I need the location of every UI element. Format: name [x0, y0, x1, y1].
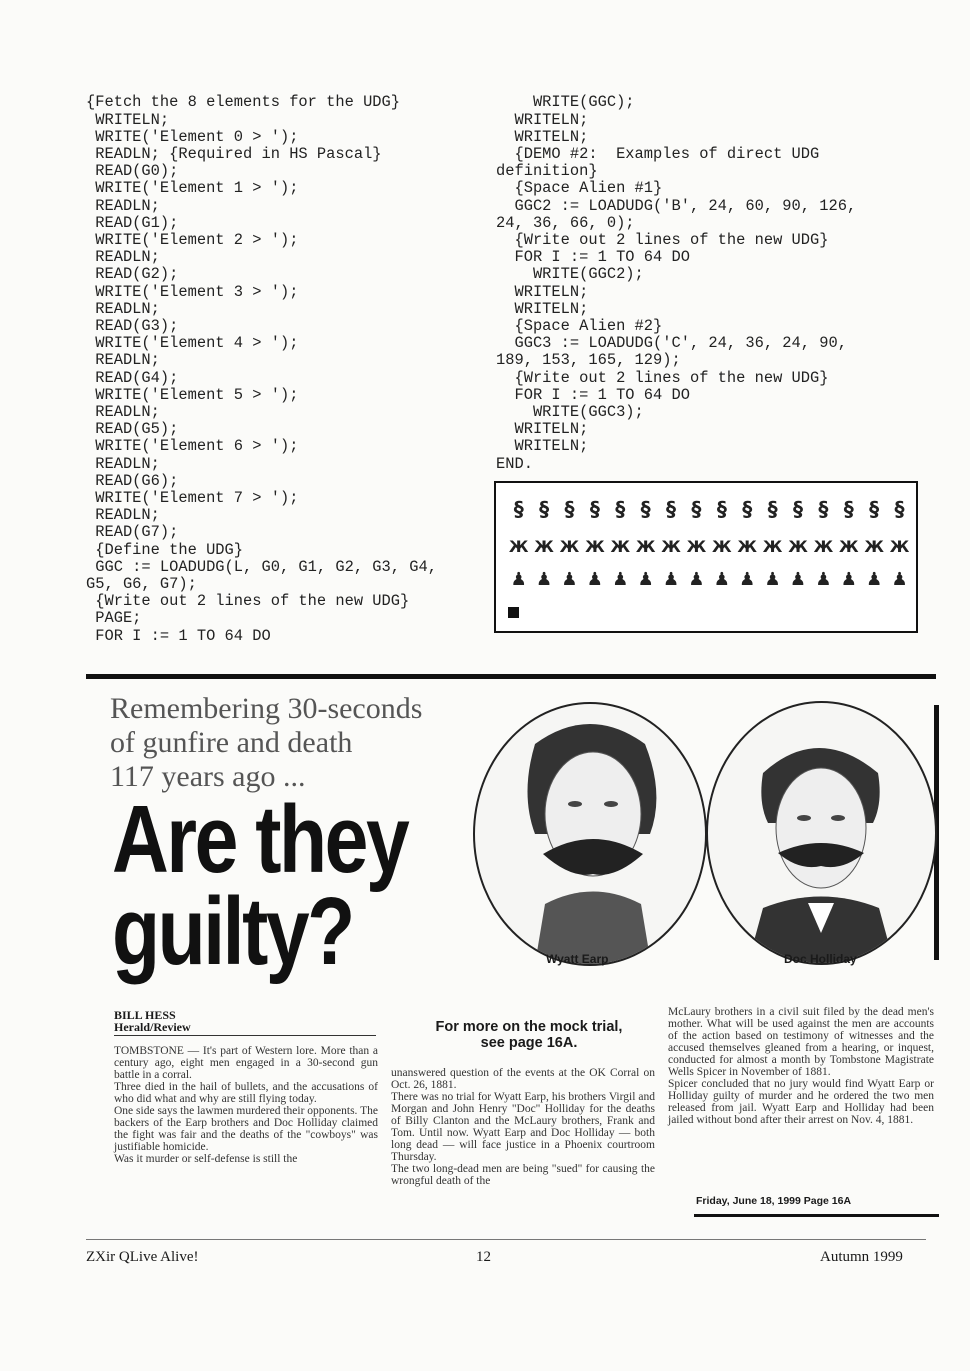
footer-magazine-title: ZXir QLive Alive! [86, 1249, 199, 1265]
udg-glyph-icon: § [615, 497, 626, 521]
code-line: {DEMO #2: Examples of direct UDG [496, 145, 820, 163]
udg-glyph-icon: ♟ [713, 569, 730, 590]
code-line: WRITE('Element 6 > '); [86, 437, 299, 456]
udg-glyph-icon: Ж [661, 537, 681, 556]
udg-glyph-icon: § [869, 497, 880, 521]
udg-glyph-icon: Ж [838, 537, 859, 556]
udg-glyph-icon: ♟ [764, 569, 781, 590]
footer-page-number: 12 [476, 1249, 491, 1265]
udg-glyph-icon: ♟ [612, 569, 629, 590]
promo-line-1: For more on the mock trial, [435, 1019, 623, 1035]
udg-glyph-icon: ♟ [891, 569, 908, 590]
code-line: WRITELN; [496, 127, 589, 146]
code-line: 189, 153, 165, 129); [496, 351, 681, 370]
portrait-holliday-icon [708, 703, 935, 963]
code-line: G5, G6, G7); [86, 575, 197, 594]
udg-glyph-icon: ♟ [739, 569, 756, 590]
udg-glyph-icon: ♟ [688, 569, 705, 590]
udg-glyph-icon: Ж [737, 537, 757, 556]
udg-glyph-icon: § [589, 497, 600, 521]
code-line: WRITE('Element 5 > '); [86, 385, 299, 404]
dateline-rule [694, 1214, 939, 1217]
cursor-icon [508, 607, 519, 618]
byline-rule [114, 1035, 376, 1036]
portrait-earp-icon [475, 704, 705, 964]
headline-kicker [110, 692, 422, 794]
headline-main [112, 786, 408, 985]
code-line: READ(G0); [86, 162, 179, 181]
udg-glyph-icon: § [894, 497, 905, 521]
udg-glyph-icon: ♟ [840, 569, 857, 590]
udg-glyph-icon: § [767, 497, 778, 521]
code-listing-right [496, 94, 856, 472]
udg-glyph-icon: § [742, 497, 753, 521]
code-line: {Write out 2 lines of the new UDG} [496, 231, 829, 250]
code-line: {Define the UDG} [86, 540, 244, 559]
udg-glyph-icon: Ж [889, 537, 910, 556]
dateline: Friday, June 18, 1999 Page 16A [696, 1195, 852, 1207]
mock-trial-promo [398, 1019, 660, 1051]
udg-glyph-icon: § [843, 497, 854, 521]
udg-glyph-icon: ♟ [866, 569, 883, 590]
code-line: READLN; [86, 351, 160, 370]
byline [114, 1009, 191, 1033]
code-line: READLN; [86, 454, 160, 473]
code-line: PAGE; [86, 609, 142, 628]
udg-glyph-icon: Ж [559, 537, 580, 556]
code-line: WRITE('Element 2 > '); [86, 231, 299, 250]
udg-glyph-icon: ♟ [536, 569, 553, 590]
article-column-3: McLaury brothers in a civil suit filed by the dead men's mother. What will be used against the men are accounts of the action based on testimony of witnesses and the accused themselves gleaned from a hearing, or inquest, conducted for almost a month by Tombstone Magistrate Wells Spicer in November of 1881. Spicer concluded that no jury would find Wyatt Earp or Holliday guilty of murder and he ordered the two men released from jail. Wyatt Earp and Holliday had been jailed without bond after their arrest on Nov. 4, 1881. [668, 1006, 934, 1126]
code-line: GGC3 := LOADUDG('C', 24, 36, 24, 90, [496, 334, 847, 353]
code-line: READLN; [86, 403, 160, 422]
code-line: WRITELN; [496, 299, 589, 318]
caption-wyatt-earp: Wyatt Earp [546, 952, 609, 966]
udg-glyph-icon: § [564, 497, 575, 521]
code-line: WRITE('Element 3 > '); [86, 282, 299, 301]
udg-glyph-icon: Ж [534, 537, 554, 556]
code-line: GGC := LOADUDG(L, G0, G1, G2, G3, G4, [86, 557, 437, 576]
udg-glyph-icon: ♟ [662, 569, 680, 590]
footer-rule [86, 1239, 926, 1240]
udg-glyph-icon: § [691, 497, 702, 521]
article-column-1: TOMBSTONE — It's part of Western lore. More than a century ago, eight men engaged in a 30-second gun battle in a corral. Three died in the hail of bullets, and the accusations of who did what and why are still flying today. One side says the lawmen murdered their opponents. The backers of the Earp brothers and Doc Holliday claimed the fight was fair and the deaths of the "cowboys" was justifiable homicide. Was it murder or self-defense is still the [114, 1045, 378, 1165]
code-line: FOR I := 1 TO 64 DO [496, 248, 690, 267]
code-line: READLN; [86, 506, 160, 525]
udg-glyph-icon: ♟ [510, 569, 527, 590]
code-line: READLN; [86, 248, 160, 267]
code-line: READ(G4); [86, 368, 179, 387]
code-listing-left [86, 94, 437, 645]
code-line: {Write out 2 lines of the new UDG} [86, 592, 410, 611]
code-line: WRITELN; [496, 420, 589, 439]
code-line: READ(G6); [86, 471, 179, 490]
udg-glyph-icon: § [792, 497, 803, 521]
code-line: WRITE('Element 0 > '); [86, 127, 299, 146]
code-line: WRITE(GGC2); [496, 265, 644, 284]
byline-paper: Herald/Review [114, 1020, 191, 1034]
udg-glyph-icon: ♟ [586, 569, 603, 590]
code-line: WRITE('Element 4 > '); [86, 334, 299, 353]
udg-glyph-icon: ♟ [815, 569, 832, 590]
code-line: WRITE('Element 1 > '); [86, 179, 299, 198]
udg-glyph-icon: Ж [686, 537, 707, 556]
code-line: WRITELN; [496, 282, 589, 301]
code-line: READLN; [86, 299, 160, 318]
headline-kicker-line-1: Remembering 30-seconds [110, 692, 423, 725]
code-line: READ(G1); [86, 213, 179, 232]
byline-author: BILL HESS [114, 1008, 176, 1022]
code-line: FOR I := 1 TO 64 DO [496, 385, 690, 404]
promo-line-2: see page 16A. [480, 1035, 578, 1051]
code-line: WRITELN; [496, 110, 589, 129]
code-line: WRITE(GGC); [496, 93, 635, 112]
udg-glyph-icon: § [513, 497, 524, 521]
code-line: WRITELN; [496, 437, 589, 456]
portrait-wyatt-earp [473, 702, 707, 966]
headline-kicker-line-2: of gunfire and death [110, 726, 353, 759]
code-line: GGC2 := LOADUDG('B', 24, 60, 90, 126, [496, 196, 857, 215]
code-line: WRITELN; [86, 110, 170, 129]
code-line: READ(G2); [86, 265, 179, 284]
code-line: {Write out 2 lines of the new UDG} [496, 368, 829, 387]
udg-glyph-icon: ♟ [789, 569, 807, 590]
portrait-doc-holliday [706, 701, 937, 965]
code-line: WRITE('Element 7 > '); [86, 489, 299, 508]
footer-issue: Autumn 1999 [820, 1249, 903, 1265]
article-column-2: unanswered question of the events at the OK Corral on Oct. 26, 1881. There was no trial for Wyatt Earp, his brothers Virgil and Morgan and John Henry "Doc" Holliday for the deaths of Billy Clanton and the McLaury brothers, Frank and Tom. Until now. Wyatt Earp and Doc Holliday — both long dead — will face justice in a Phoenix courtroom Thursday. The two long-dead men are being "sued" for causing the wrongful death of the [391, 1067, 655, 1187]
headline-kicker-line-3: 117 years ago ... [110, 760, 306, 793]
code-line: FOR I := 1 TO 64 DO [86, 626, 271, 645]
udg-glyph-icon: Ж [635, 537, 656, 556]
code-line: READ(G3); [86, 317, 179, 336]
code-line: END. [496, 454, 533, 473]
code-line: {Space Alien #1} [496, 179, 663, 198]
udg-glyph-icon: § [539, 497, 550, 521]
code-line: READLN; [86, 196, 160, 215]
udg-glyph-icon: § [640, 497, 651, 521]
headline-main-line-2: guilty? [112, 878, 353, 985]
code-line: {Space Alien #2} [496, 317, 663, 336]
code-line: 24, 36, 66, 0); [496, 213, 635, 232]
udg-glyph-icon: § [666, 497, 677, 521]
udg-glyph-icon: Ж [813, 537, 834, 556]
udg-glyph-icon: Ж [864, 537, 884, 556]
udg-glyph-icon: ♟ [561, 569, 578, 590]
udg-output-screen [494, 481, 918, 633]
udg-glyph-icon: Ж [610, 537, 631, 556]
udg-row-glyph-1 [506, 497, 912, 521]
code-line: WRITE(GGC3); [496, 403, 644, 422]
article-top-rule [86, 674, 936, 679]
udg-glyph-icon: § [716, 497, 727, 521]
udg-glyph-icon: § [818, 497, 829, 521]
code-line: definition} [496, 162, 598, 181]
caption-doc-holliday: Doc Holliday [784, 952, 857, 966]
udg-glyph-icon: Ж [712, 537, 732, 556]
code-line: {Fetch the 8 elements for the UDG} [86, 93, 401, 112]
udg-glyph-icon: Ж [788, 537, 808, 556]
code-line: READ(G5); [86, 420, 179, 439]
udg-glyph-icon: ♟ [637, 569, 654, 590]
udg-glyph-icon: Ж [762, 537, 783, 556]
code-line: READLN; {Required in HS Pascal} [86, 145, 382, 163]
udg-row-glyph-3 [506, 569, 912, 590]
udg-row-glyph-2 [506, 537, 912, 556]
udg-glyph-icon: Ж [508, 537, 529, 556]
code-line: READ(G7); [86, 523, 179, 542]
headline-main-line-1: Are they [112, 786, 408, 893]
udg-glyph-icon: Ж [585, 537, 605, 556]
